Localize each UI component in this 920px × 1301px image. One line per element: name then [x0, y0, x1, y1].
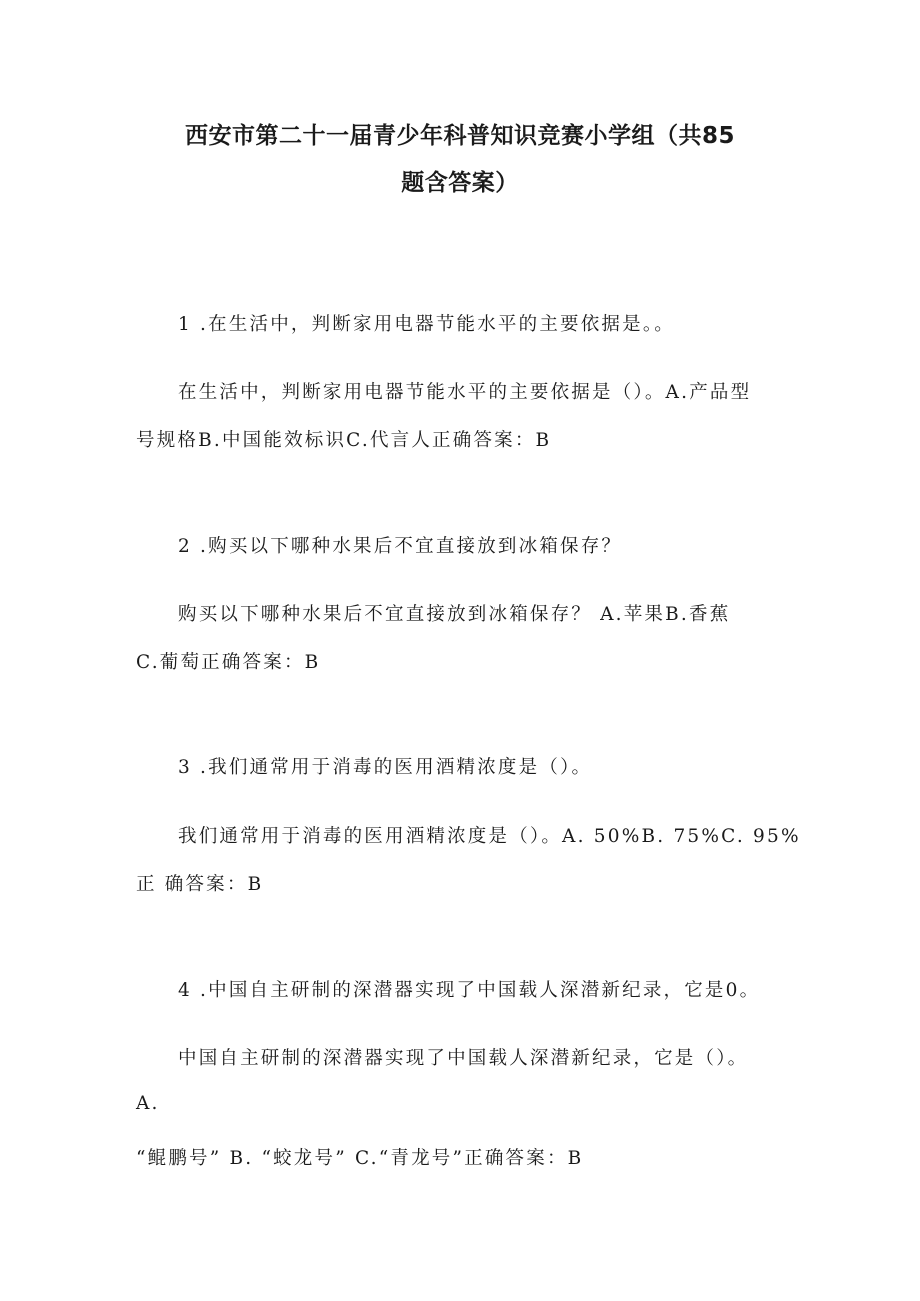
- document-title-line-1: 西安市第二十一届青少年科普知识竞赛小学组（共85: [184, 123, 735, 149]
- question-4-answer-line-2: A.: [136, 1093, 160, 1114]
- question-2-text: 2 .购买以下哪种水果后不宜直接放到冰箱保存？: [178, 536, 623, 557]
- question-1-answer-line-2: 号规格B.中国能效标识C.代言人正确答案：B: [136, 430, 552, 451]
- question-2-answer-line-1: 购买以下哪种水果后不宜直接放到冰箱保存？ A.苹果B.香蕉: [178, 604, 731, 625]
- question-1-text: 1 .在生活中，判断家用电器节能水平的主要依据是。。: [178, 314, 675, 335]
- question-3-text: 3 .我们通常用于消毒的医用酒精浓度是（）。: [178, 757, 593, 778]
- question-4-answer-line-3: “鲲鹏号” B. “蛟龙号” C.“青龙号”正确答案：B: [136, 1148, 584, 1169]
- question-4-answer-line-1: 中国自主研制的深潜器实现了中国载人深潜新纪录，它是（）。: [178, 1048, 749, 1069]
- question-3-answer-line-1: 我们通常用于消毒的医用酒精浓度是（）。A. 50%B. 75%C. 95%: [178, 826, 801, 847]
- question-4-text: 4 .中国自主研制的深潜器实现了中国载人深潜新纪录，它是0。: [178, 980, 761, 1001]
- question-3-answer-line-2: 正 确答案：B: [136, 874, 264, 895]
- document-title-line-2: 题含答案）: [401, 170, 519, 196]
- question-1-answer-line-1: 在生活中，判断家用电器节能水平的主要依据是（）。A.产品型: [178, 382, 752, 403]
- question-2-answer-line-2: C.葡萄正确答案：B: [136, 652, 321, 673]
